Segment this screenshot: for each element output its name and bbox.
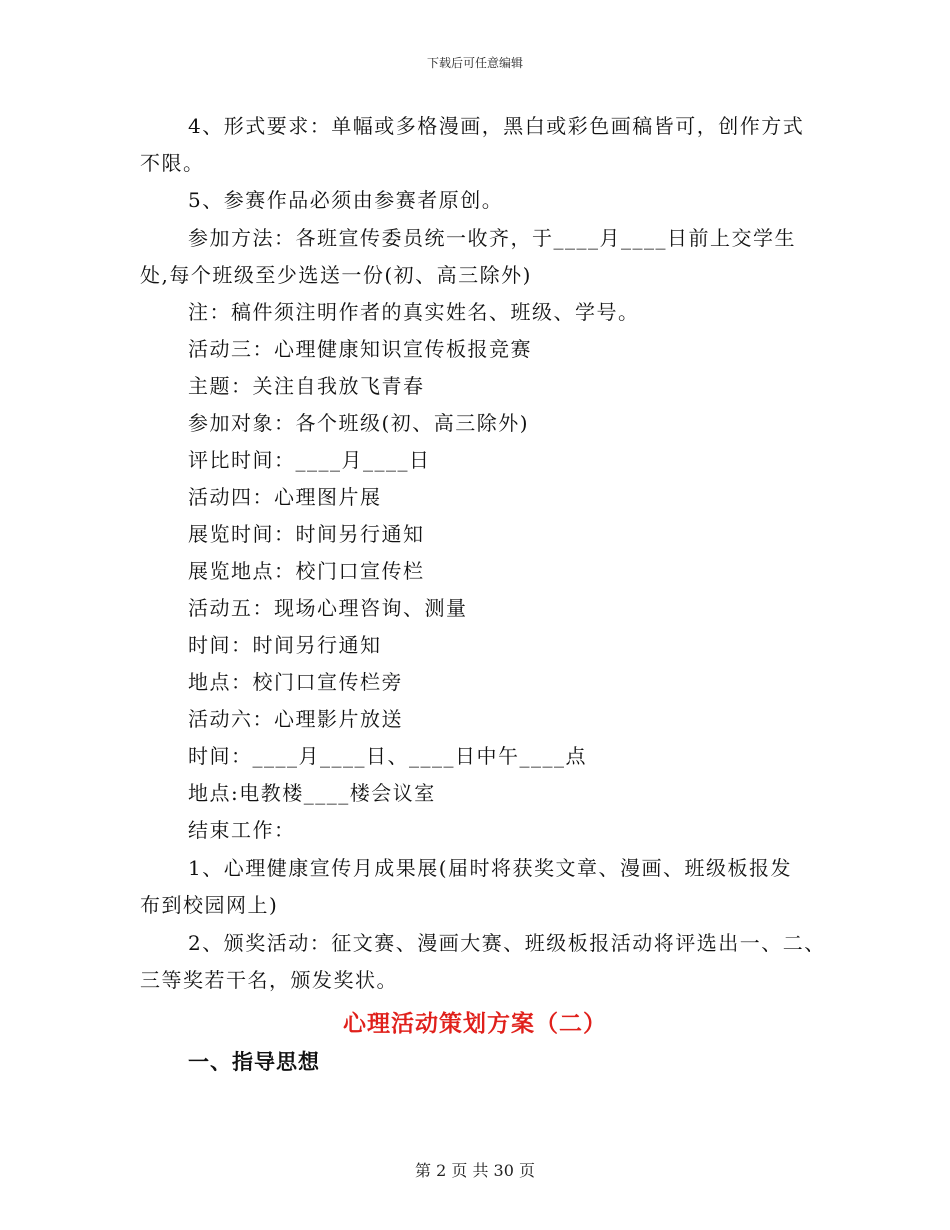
- paragraph-activity-three: 活动三：心理健康知识宣传板报竞赛: [188, 337, 532, 361]
- paragraph-results-exhibition-cont: 布到校园网上): [140, 893, 279, 917]
- paragraph-film-time: 时间：____月____日、____日中午____点: [188, 744, 587, 768]
- paragraph-theme: 主题：关注自我放飞青春: [188, 374, 425, 398]
- paragraph-participants: 参加对象：各个班级(初、高三除外): [188, 411, 530, 435]
- page-header-note: 下载后可任意编辑: [426, 56, 523, 70]
- paragraph-originality: 5、参赛作品必须由参赛者原创。: [188, 188, 504, 212]
- paragraph-exhibition-location: 展览地点：校门口宣传栏: [188, 559, 425, 583]
- paragraph-activity-five: 活动五：现场心理咨询、测量: [188, 596, 468, 620]
- paragraph-film-location: 地点:电教楼____楼会议室: [188, 781, 436, 805]
- paragraph-evaluation-time: 评比时间：____月____日: [188, 448, 431, 472]
- paragraph-activity-six: 活动六：心理影片放送: [188, 707, 403, 731]
- paragraph-awards-cont: 三等奖若干名，颁发奖状。: [140, 968, 398, 992]
- paragraph-note: 注：稿件须注明作者的真实姓名、班级、学号。: [188, 300, 640, 324]
- paragraph-participation-method: 参加方法：各班宣传委员统一收齐，于____月____日前上交学生: [188, 226, 796, 250]
- paragraph-form-requirements-cont: 不限。: [140, 151, 205, 175]
- paragraph-exhibition-time: 展览时间：时间另行通知: [188, 522, 425, 546]
- paragraph-closing-work: 结束工作：: [188, 818, 296, 842]
- paragraph-participation-method-cont: 处,每个班级至少选送一份(初、高三除外): [140, 263, 532, 287]
- paragraph-location: 地点：校门口宣传栏旁: [188, 670, 403, 694]
- paragraph-awards: 2、颁奖活动：征文赛、漫画大赛、班级板报活动将评选出一、二、: [188, 931, 826, 955]
- section-heading: 一、指导思想: [188, 1049, 320, 1074]
- paragraph-results-exhibition: 1、心理健康宣传月成果展(届时将获奖文章、漫画、班级板报发: [188, 856, 793, 880]
- page-number-footer: 第 2 页 共 30 页: [415, 1161, 535, 1180]
- paragraph-form-requirements: 4、形式要求：单幅或多格漫画，黑白或彩色画稿皆可，创作方式: [188, 114, 805, 138]
- paragraph-time: 时间：时间另行通知: [188, 633, 382, 657]
- paragraph-activity-four: 活动四：心理图片展: [188, 485, 382, 509]
- section-title: 心理活动策划方案（二）: [343, 1010, 607, 1037]
